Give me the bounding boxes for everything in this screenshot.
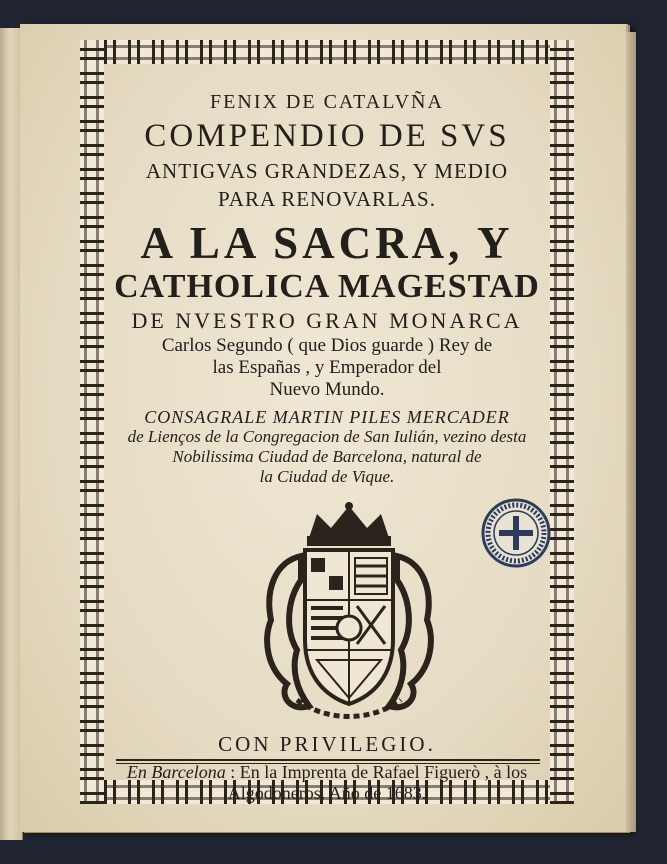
title-line-10: Nuevo Mundo.: [269, 378, 385, 400]
title-line-2: COMPENDIO DE SVS: [144, 118, 510, 154]
dedication-line-3: Nobilissima Ciudad de Barcelona, natural de: [172, 447, 482, 467]
border-top: [80, 40, 574, 64]
title-line-4: PARA RENOVARLAS.: [218, 186, 436, 211]
royal-coat-of-arms-icon: [257, 500, 441, 726]
title-line-1: FENIX DE CATALVÑA: [210, 91, 444, 113]
imprint-block: [110, 762, 544, 803]
imprint-line-2: Algodoneros. Año de 1683.: [227, 782, 427, 803]
title-line-7: DE NVESTRO GRAN MONARCA: [131, 307, 523, 333]
imprint-line-1: [127, 762, 527, 782]
dedication-line-1: CONSAGRALE MARTIN PILES MERCADER: [144, 406, 510, 427]
title-line-6: CATHOLICA MAGESTAD: [114, 267, 540, 305]
imprint-line-1-rest: : En la Imprenta de Rafael Figuerò , à los: [230, 762, 528, 782]
title-block: [110, 70, 544, 486]
title-line-8: Carlos Segundo ( que Dios guarde ) Rey de: [161, 334, 493, 356]
title-line-5: A LA SACRA, Y: [140, 217, 514, 268]
dedication-line-2: de Lienços de la Congregacion de San Iulián, vezino desta: [127, 427, 527, 447]
privilege-line: CON PRIVILEGIO.: [218, 732, 436, 756]
dedication-line-4: la Ciudad de Vique.: [259, 467, 395, 487]
title-page: [20, 24, 626, 832]
border-left: [80, 40, 104, 804]
title-line-3: ANTIGVAS GRANDEZAS, Y MEDIO: [145, 158, 509, 183]
border-right: [550, 40, 574, 804]
imprint-place: En Barcelona: [126, 762, 226, 782]
title-line-9: las Españas , y Emperador del: [212, 356, 442, 378]
ornamental-border: [80, 40, 574, 804]
